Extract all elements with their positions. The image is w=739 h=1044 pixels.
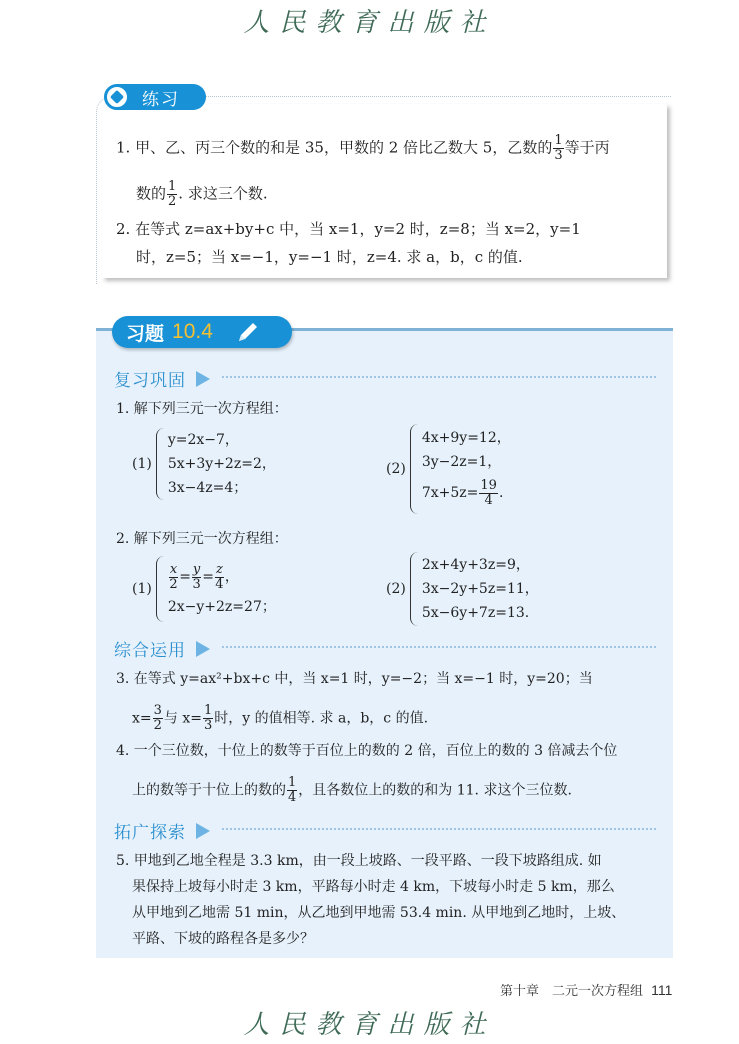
practice-q2-line1: 2. 在等式 z=ax+by+c 中，当 x=1，y=2 时，z=8；当 x=2，y=1 bbox=[116, 220, 581, 238]
subhead-dots bbox=[222, 646, 656, 648]
subhead-explore: 拓广探索 bbox=[114, 818, 210, 843]
practice-icon bbox=[104, 84, 130, 110]
q3-line2: x= $\frac{3}{2}$ 与 x= $\frac{1}{3}$ 时，y 的值相等. 求 a，b，c 的值. bbox=[132, 703, 429, 733]
triangle-arrow-icon bbox=[196, 641, 210, 657]
exercise-tag-label: 习题 bbox=[126, 322, 165, 345]
practice-tag bbox=[106, 84, 206, 110]
fraction: $\frac{19}{4}$ bbox=[480, 477, 497, 508]
q2-text: 2. 解下列三元一次方程组： bbox=[116, 531, 288, 547]
brace-icon bbox=[410, 424, 420, 514]
subhead-dots bbox=[222, 828, 656, 830]
q5-line1: 5. 甲地到乙地全程是 3.3 km，由一段上坡路、一段平路、一段下坡路组成. 如 bbox=[116, 853, 602, 869]
q2-system-1: (1) $\frac{x}{2}$ = $\frac{y}{3}$ = $\frac{z}{4}$ ， 2x−y+2z=27； bbox=[132, 556, 276, 622]
subhead-application: 综合运用 bbox=[114, 636, 210, 661]
exercise-tag bbox=[112, 316, 292, 348]
subhead-dots bbox=[222, 376, 656, 378]
brace-icon bbox=[156, 556, 166, 622]
q1-system-1: (1) y=2x−7， 5x+3y+2z=2， 3x−4z=4； bbox=[132, 428, 276, 500]
triangle-arrow-icon bbox=[196, 823, 210, 839]
practice-q1-line1: 1. 甲、乙、丙三个数的和是 35，甲数的 2 倍比乙数大 5，乙数的 $\frac{1}{3}$ 等于丙 bbox=[116, 133, 610, 163]
triangle-arrow-icon bbox=[196, 371, 210, 387]
subhead-review: 复习巩固 bbox=[114, 366, 210, 391]
q4-line1: 4. 一个三位数，十位上的数等于百位上的数的 2 倍，百位上的数的 3 倍减去个位 bbox=[116, 743, 618, 759]
q5-line4: 平路、下坡的路程各是多少？ bbox=[132, 931, 314, 947]
q1-system-2: (2) 4x+9y=12， 3y−2z=1， 7x+5z= $\frac{19}{4}$ . bbox=[386, 424, 511, 514]
practice-tag-label: 练习 bbox=[142, 89, 180, 110]
q3-line1: 3. 在等式 y=ax²+bx+c 中，当 x=1 时，y=−2；当 x=−1 时，y=20；当 bbox=[116, 671, 593, 687]
page-number: 111 bbox=[651, 982, 673, 998]
q2-system-2: (2) 2x+4y+3z=9， 3x−2y+5z=11， 5x−6y+7z=13. bbox=[386, 552, 539, 626]
pencil-icon bbox=[235, 319, 261, 345]
q5-line3: 从甲地到乙地需 51 min，从乙地到甲地需 53.4 min. 从甲地到乙地时，上坡、 bbox=[132, 905, 626, 921]
exercise-tag-number: 10.4 bbox=[172, 320, 213, 343]
q4-line2: 上的数等于十位上的数的 $\frac{1}{4}$ ，且各数位上的数的和为 11. 求这个三位数. bbox=[132, 775, 572, 805]
practice-q2-line2: 时，z=5；当 x=−1，y=−1 时，z=4. 求 a，b，c 的值. bbox=[136, 248, 523, 266]
fraction: $\frac{1}{2}$ bbox=[168, 179, 177, 209]
fraction: $\frac{1}{3}$ bbox=[554, 133, 563, 163]
q1-text: 1. 解下列三元一次方程组： bbox=[116, 401, 288, 417]
practice-q1-line2: 数的 $\frac{1}{2}$ . 求这三个数. bbox=[136, 179, 268, 209]
q5-line2: 果保持上坡每小时走 3 km，平路每小时走 4 km，下坡每小时走 5 km，那么 bbox=[132, 879, 615, 895]
brace-icon bbox=[156, 428, 166, 500]
publisher-logo-top: 人民教育出版社 bbox=[243, 8, 496, 38]
page-footer bbox=[500, 980, 672, 999]
publisher-logo-bottom: 人民教育出版社 bbox=[243, 1010, 496, 1040]
chapter-title: 第十章 二元一次方程组 bbox=[500, 984, 644, 999]
brace-icon bbox=[410, 552, 420, 626]
